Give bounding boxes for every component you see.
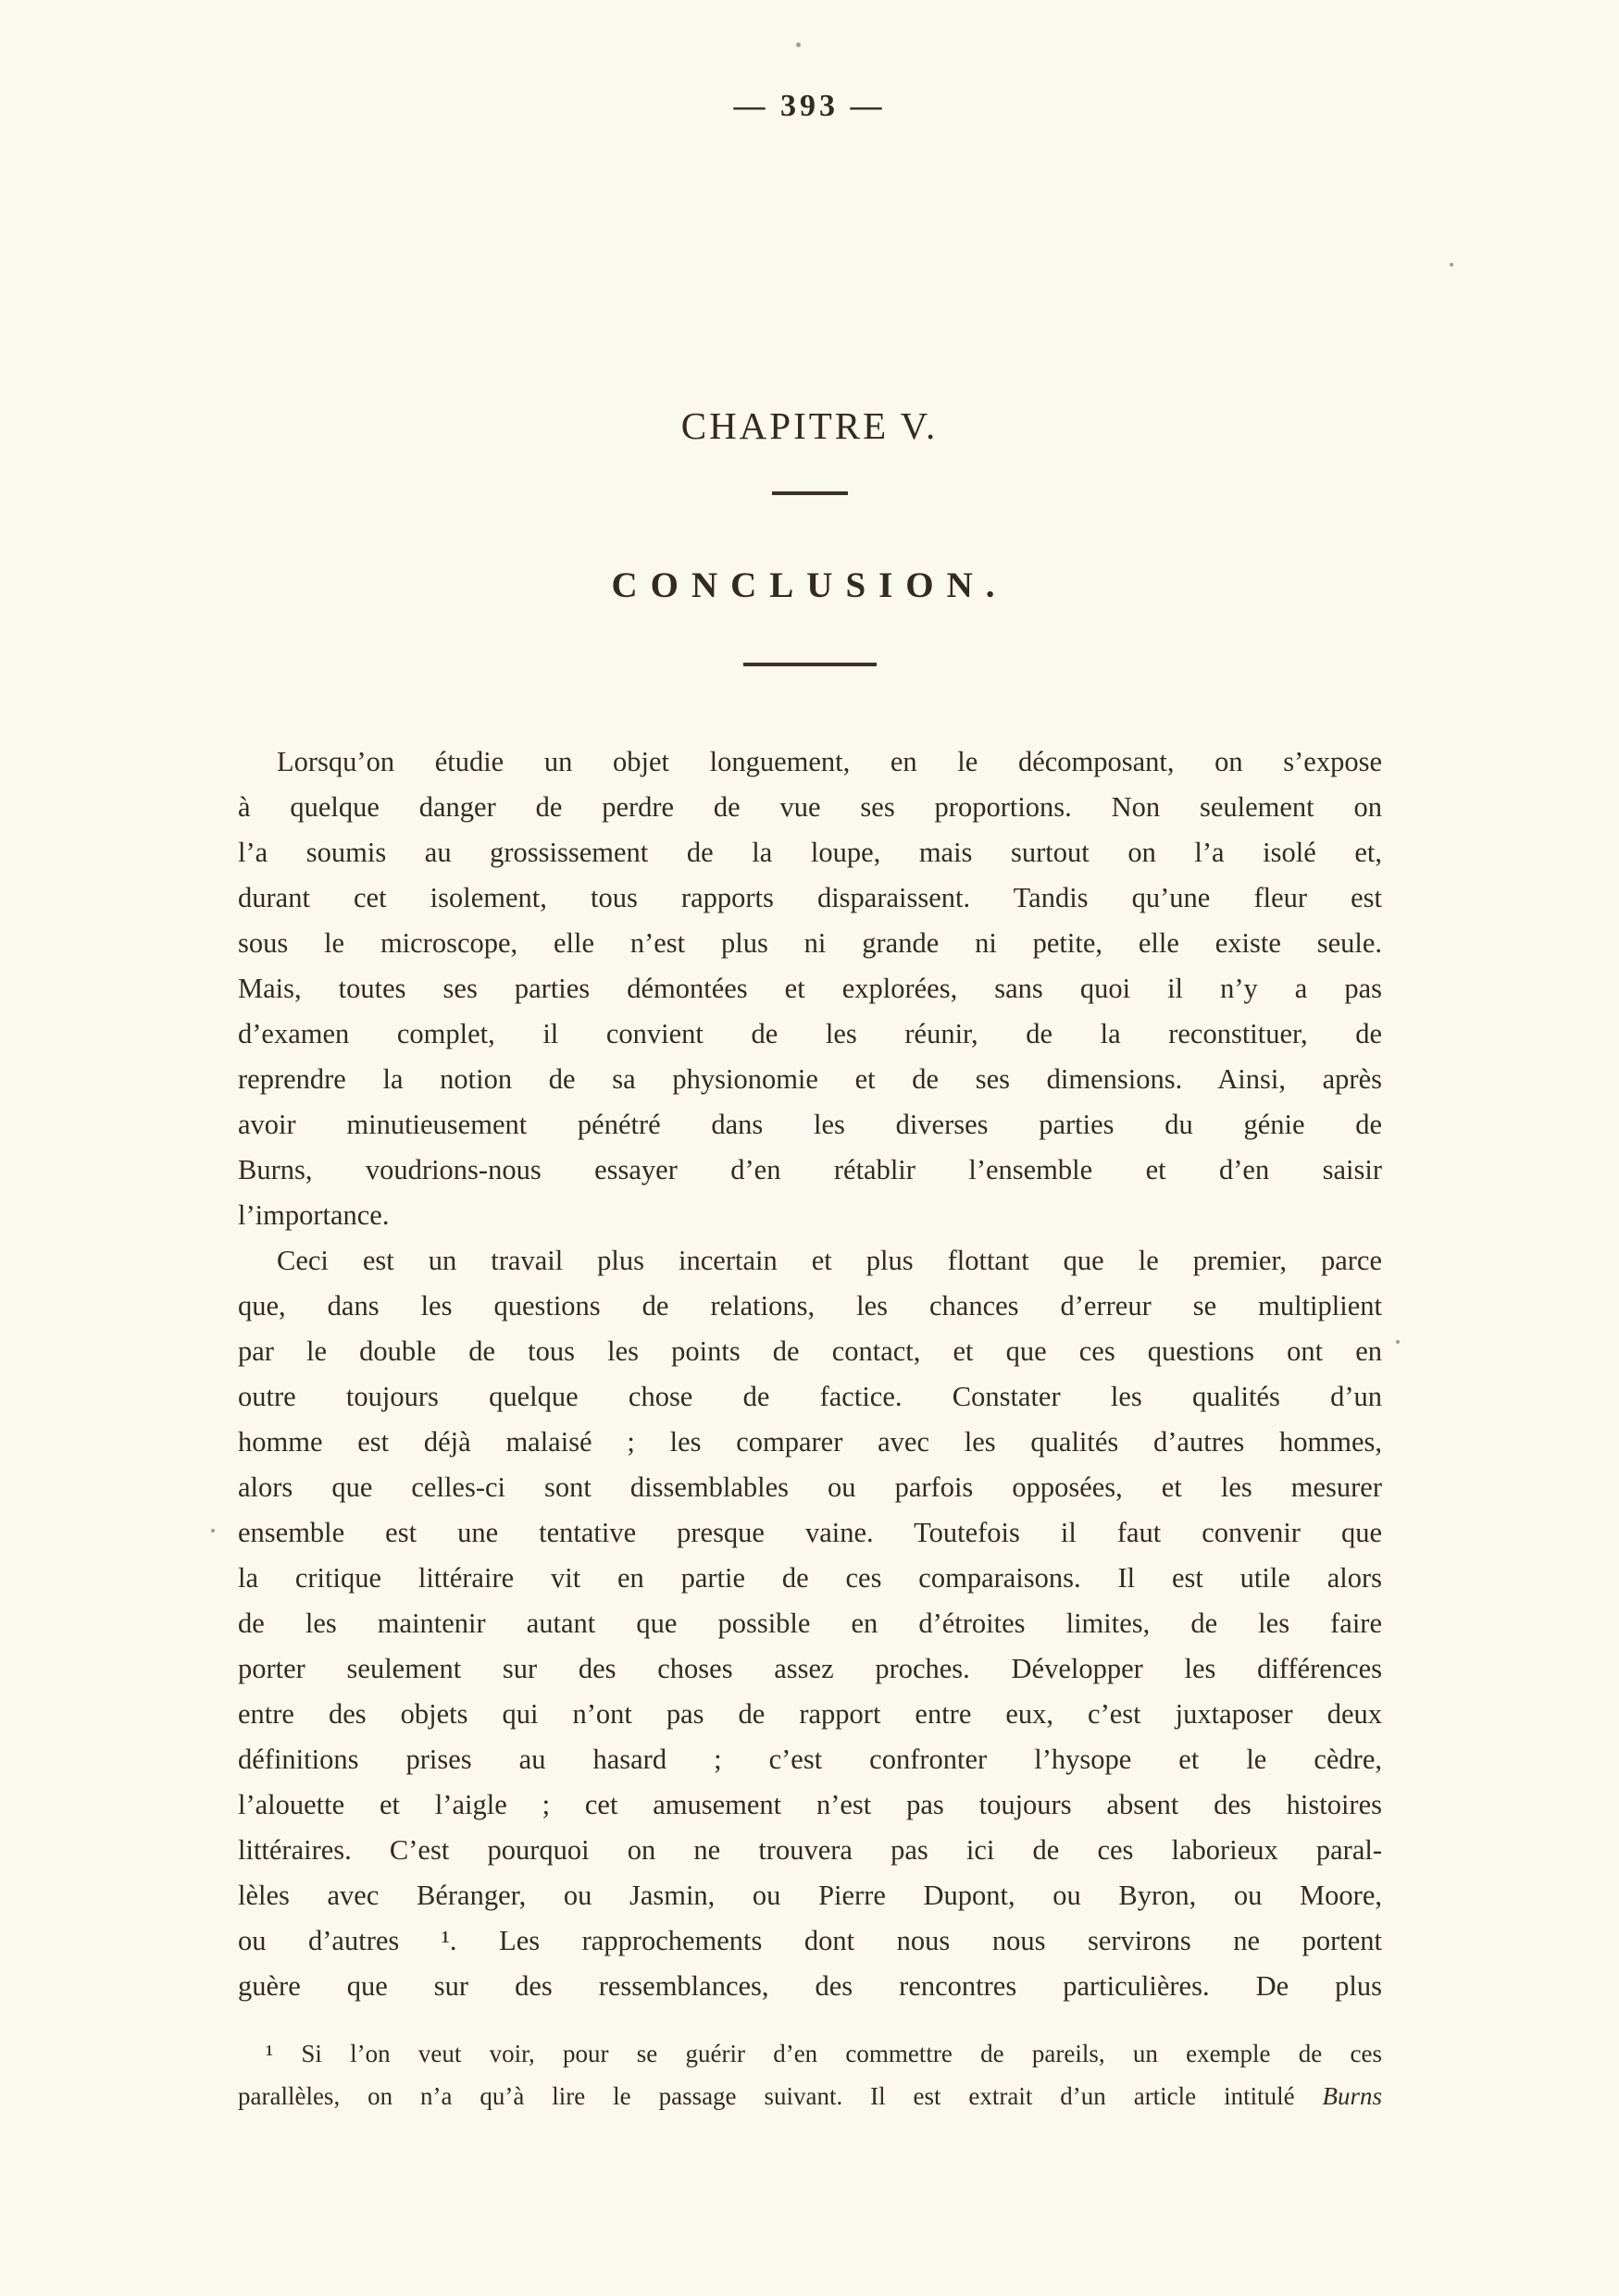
text-line: que, dans les questions de relations, les chances d’erreur se multiplient [238,1290,1382,1322]
text-line: sous le microscope, elle n’est plus ni grande ni petite, elle existe seule. [238,927,1382,959]
text-line: ensemble est une tentative presque vaine. Toutefois il faut convenir que [238,1517,1382,1548]
text-line: l’alouette et l’aigle ; cet amusement n’est pas toujours absent des histoires [238,1789,1382,1820]
footnote-line [238,2075,1382,2117]
text-line: Lorsqu’on étudie un objet longuement, en le décomposant, on s’expose [277,746,1382,777]
text-line: à quelque danger de perdre de vue ses proportions. Non seulement on [238,791,1382,823]
scan-speck [211,1529,215,1533]
footnote [238,2032,1382,2117]
footnote-line: ¹ Si l’on veut voir, pour se guérir d’en commettre de pareils, un exemple de ces [266,2040,1382,2067]
section-title: CONCLUSION. [611,565,1008,605]
scan-speck [796,43,801,47]
text-line: l’importance. [238,1199,390,1231]
chapter-title: CHAPITRE V. [680,404,939,447]
text-line: de les maintenir autant que possible en d’étroites limites, de les faire [238,1607,1382,1639]
text-line: Burns, voudrions-nous essayer d’en rétablir l’ensemble et d’en saisir [238,1154,1382,1185]
text-line: outre toujours quelque chose de factice. Constater les qualités d’un [238,1381,1382,1412]
footnote-italic-term: Burns [1322,2082,1382,2110]
scan-speck [1450,263,1453,267]
text-line: l’a soumis au grossissement de la loupe, mais surtout on l’a isolé et, [238,837,1382,868]
text-line: guère que sur des ressemblances, des rencontres particulières. De plus [238,1970,1382,2002]
text-line: par le double de tous les points de contact, et que ces questions ont en [238,1335,1382,1367]
page-number: — 393 — [733,89,886,123]
text-line: littéraires. C’est pourquoi on ne trouvera pas ici de ces laborieux paral- [238,1834,1382,1866]
text-line: la critique littéraire vit en partie de ces comparaisons. Il est utile alors [238,1562,1382,1594]
text-line: Ceci est un travail plus incertain et plus flottant que le premier, parce [277,1245,1382,1276]
text-line: Mais, toutes ses parties démontées et explorées, sans quoi il n’y a pas [238,973,1382,1004]
text-line: entre des objets qui n’ont pas de rapport entre eux, c’est juxtaposer deux [238,1698,1382,1730]
divider-rule-short [772,491,848,495]
text-line: avoir minutieusement pénétré dans les diverses parties du génie de [238,1109,1382,1140]
text-line: reprendre la notion de sa physionomie et de ses dimensions. Ainsi, après [238,1063,1382,1095]
divider-rule-long [743,663,877,666]
text-line: définitions prises au hasard ; c’est confronter l’hysope et le cèdre, [238,1744,1382,1775]
text-line: homme est déjà malaisé ; les comparer avec les qualités d’autres hommes, [238,1426,1382,1458]
text-line: alors que celles-ci sont dissemblables ou parfois opposées, et les mesurer [238,1471,1382,1503]
scan-speck [1396,1340,1400,1344]
text-line: ou d’autres ¹. Les rapprochements dont nous nous servirons ne portent [238,1925,1382,1956]
text-line: d’examen complet, il convient de les réunir, de la reconstituer, de [238,1018,1382,1049]
body-text [238,739,1382,2009]
text-line: durant cet isolement, tous rapports disparaissent. Tandis qu’une fleur est [238,882,1382,913]
footnote-text: parallèles, on n’a qu’à lire le passage suivant. Il est extrait d’un article intitulé [238,2082,1295,2110]
text-line: porter seulement sur des choses assez proches. Développer les différences [238,1653,1382,1684]
text-line: lèles avec Béranger, ou Jasmin, ou Pierre Dupont, ou Byron, ou Moore, [238,1880,1382,1911]
